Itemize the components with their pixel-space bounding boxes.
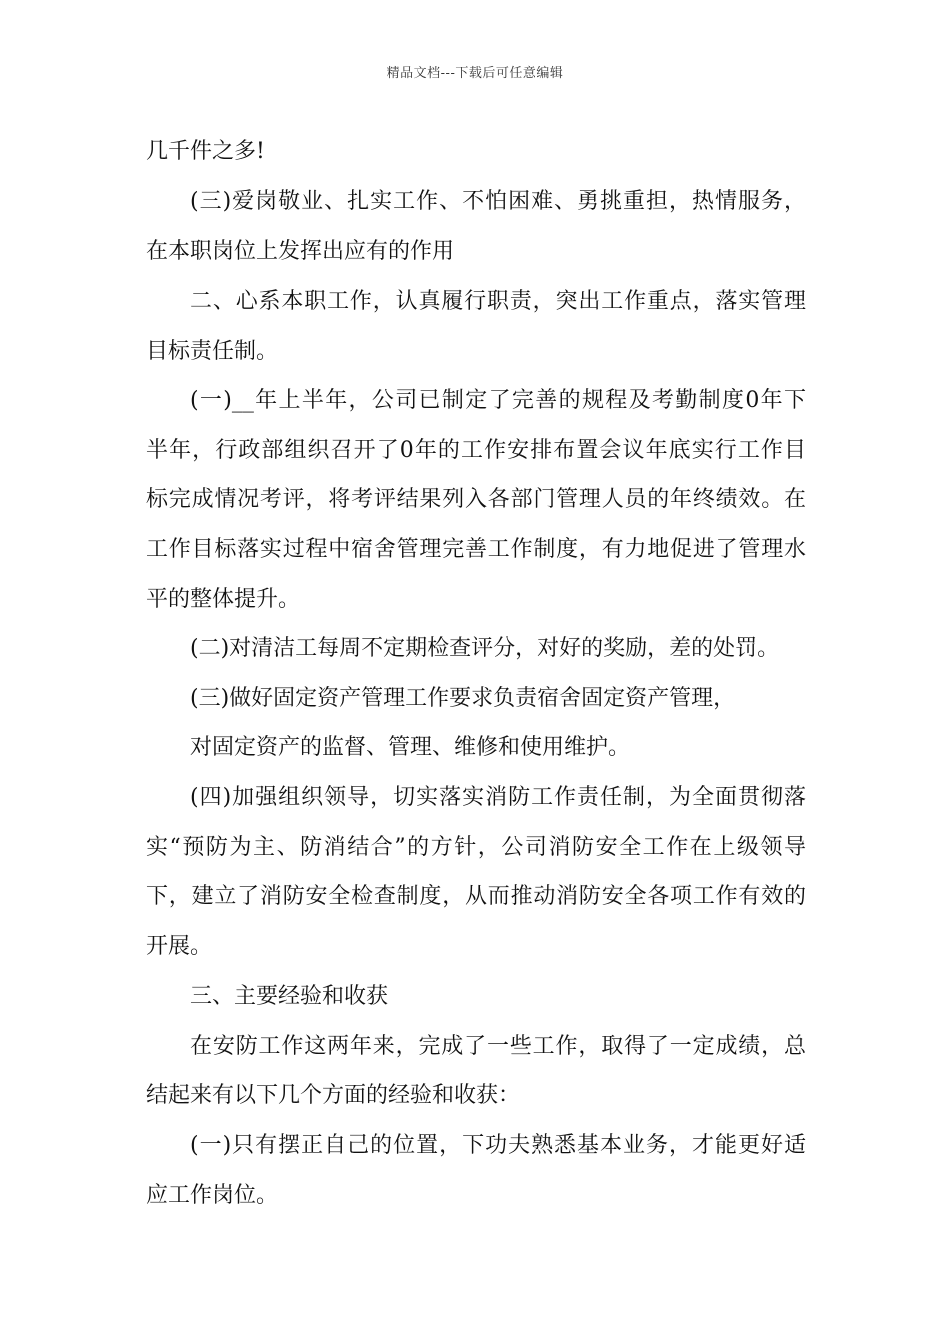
- body-line: 开展。: [146, 934, 213, 959]
- body-line: (二)对清洁工每周不定期检查评分，对好的奖励，差的处罚。: [190, 636, 780, 661]
- body-line: 二、心系本职工作，认真履行职责，突出工作重点，落实管理: [190, 289, 806, 314]
- body-line: (一)只有摆正自己的位置，下功夫熟悉基本业务，才能更好适: [190, 1133, 806, 1158]
- body-line: 几千件之多!: [146, 139, 265, 164]
- body-line: 应工作岗位。: [146, 1183, 279, 1208]
- page-header: 精品文档---下载后可任意编辑: [386, 66, 564, 81]
- body-line: (一)__年上半年，公司已制定了完善的规程及考勤制度0年下: [190, 388, 806, 413]
- body-line: 对固定资产的监督、管理、维修和使用维护。: [190, 735, 631, 760]
- body-line: 目标责任制。: [146, 339, 279, 364]
- body-line: 在本职岗位上发挥出应有的作用: [146, 239, 455, 264]
- body-line: 下，建立了消防安全检查制度，从而推动消防安全各项工作有效的: [146, 884, 806, 909]
- body-line: 平的整体提升。: [146, 587, 301, 612]
- body-line: 半年，行政部组织召开了0年的工作安排布置会议年底实行工作目: [146, 438, 806, 463]
- body-line: (三)做好固定资产管理工作要求负责宿舍固定资产管理，: [190, 686, 736, 711]
- body-line: (四)加强组织领导，切实落实消防工作责任制，为全面贯彻落: [190, 785, 806, 810]
- body-line: (三)爱岗敬业、扎实工作、不怕困难、勇挑重担，热情服务，: [190, 189, 806, 214]
- body-line: 工作目标落实过程中宿舍管理完善工作制度，有力地促进了管理水: [146, 537, 806, 562]
- body-line: 实“预防为主、防消结合”的方针，公司消防安全工作在上级领导: [146, 835, 806, 860]
- body-line: 在安防工作这两年来，完成了一些工作，取得了一定成绩，总: [190, 1034, 806, 1059]
- section-heading: 三、主要经验和收获: [190, 984, 389, 1009]
- body-line: 结起来有以下几个方面的经验和收获：: [146, 1083, 521, 1108]
- body-line: 标完成情况考评，将考评结果列入各部门管理人员的年终绩效。在: [146, 487, 806, 512]
